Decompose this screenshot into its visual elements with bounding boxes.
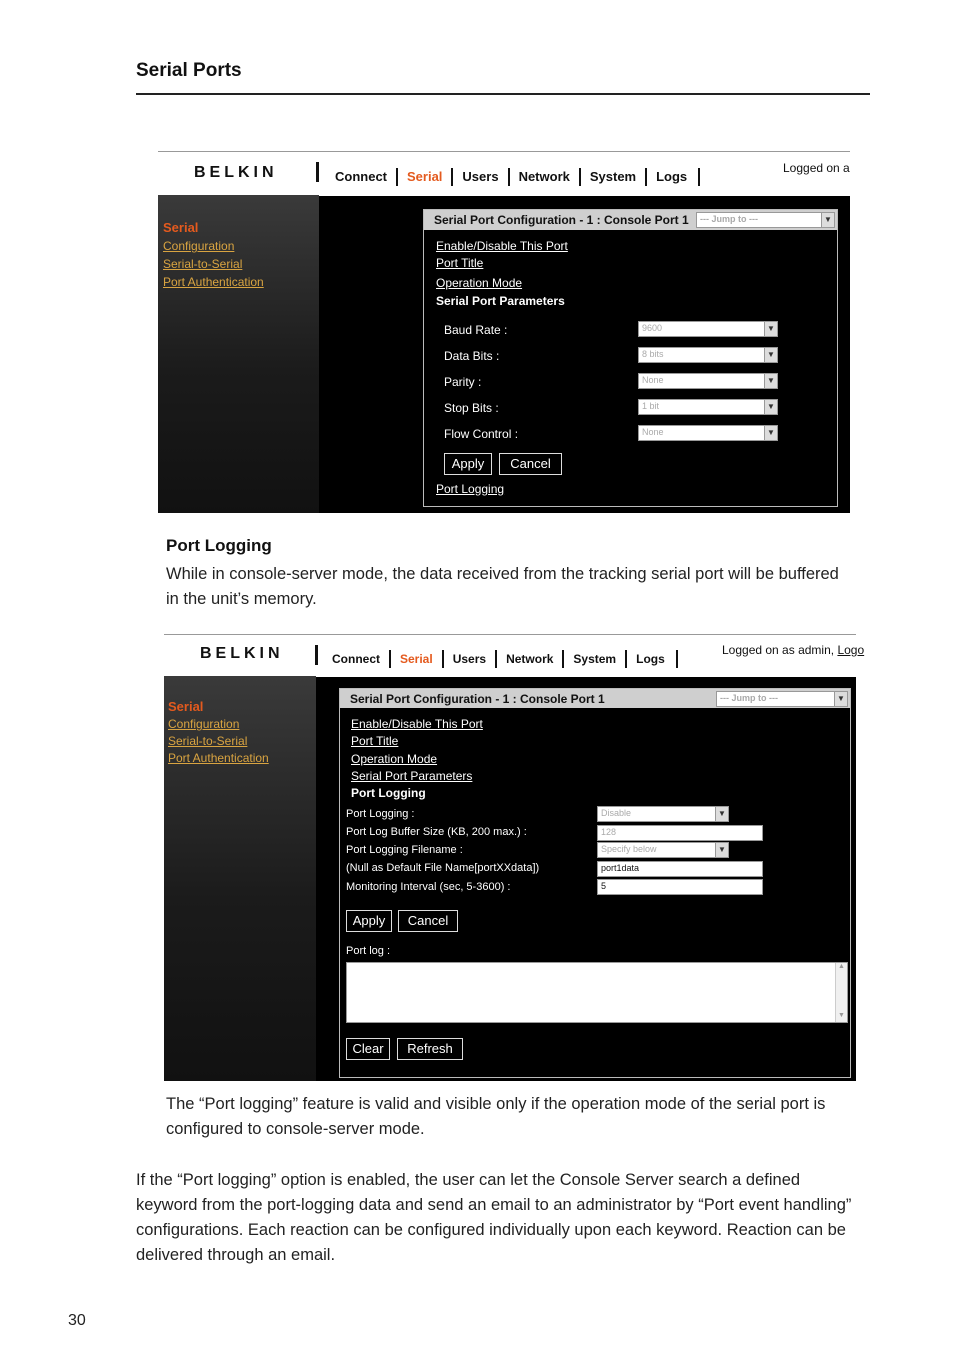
sidebar-title: Serial — [168, 699, 204, 714]
port-log-scrollbar[interactable] — [835, 963, 847, 1022]
link-serial-port-parameters[interactable]: Serial Port Parameters — [351, 769, 473, 783]
link-port-title[interactable]: Port Title — [436, 256, 484, 270]
label-monitoring-interval: Monitoring Interval (sec, 5-3600) : — [346, 881, 511, 893]
monitoring-interval-input[interactable] — [597, 879, 763, 895]
port-logging-heading: Port Logging — [166, 536, 272, 555]
chevron-down-icon: ▼ — [821, 213, 834, 227]
main-nav — [323, 650, 678, 668]
port-logging-filename-value: Specify below — [601, 844, 657, 854]
logged-on-text: Logged on as admin, — [722, 643, 835, 657]
link-enable-disable-port[interactable]: Enable/Disable This Port — [436, 239, 568, 253]
section-title: Serial Ports — [136, 60, 242, 81]
header-rule — [136, 93, 870, 95]
config-panel — [423, 209, 838, 507]
chevron-down-icon: ▼ — [764, 374, 777, 388]
scroll-down-icon[interactable]: ▼ — [838, 1012, 845, 1019]
config-panel — [339, 688, 851, 1078]
logo-divider — [315, 645, 318, 665]
top-bar — [158, 151, 850, 196]
label-port-logging: Port Logging : — [346, 808, 415, 820]
panel-title: Serial Port Configuration - 1 : Console Port 1 — [434, 213, 689, 227]
stop-bits-value: 1 bit — [642, 401, 660, 411]
nav-connect[interactable]: Connect — [326, 168, 398, 186]
data-bits-value: 8 bits — [642, 349, 664, 359]
nav-serial[interactable]: Serial — [398, 168, 453, 186]
nav-logs[interactable]: Logs — [647, 168, 700, 186]
sidebar-link-port-authentication[interactable]: Port Authentication — [163, 275, 264, 289]
link-port-title[interactable]: Port Title — [351, 734, 399, 748]
flow-control-select[interactable] — [638, 425, 778, 441]
data-bits-select[interactable] — [638, 347, 778, 363]
link-operation-mode[interactable]: Operation Mode — [436, 276, 523, 290]
chevron-down-icon: ▼ — [715, 843, 728, 857]
flow-control-value: None — [642, 427, 664, 437]
stop-bits-select[interactable] — [638, 399, 778, 415]
nav-system[interactable]: System — [564, 650, 627, 668]
screenshot-serial-parameters — [158, 151, 850, 513]
label-port-logging-filename: Port Logging Filename : — [346, 844, 463, 856]
sidebar — [158, 195, 319, 513]
jump-to-select[interactable] — [696, 212, 835, 228]
nav-logs[interactable]: Logs — [627, 650, 678, 668]
link-port-logging[interactable]: Port Logging — [436, 482, 505, 496]
port-logging-filename-select[interactable] — [597, 842, 729, 858]
port-log-buffer-size-input[interactable] — [597, 825, 763, 841]
main-nav — [326, 168, 700, 186]
section-heading-port-logging: Port Logging — [351, 786, 426, 800]
top-bar — [164, 634, 865, 677]
logout-link[interactable]: Logo — [837, 643, 865, 657]
sidebar-title: Serial — [163, 220, 199, 235]
apply-button[interactable]: Apply — [346, 910, 392, 932]
chevron-down-icon: ▼ — [764, 322, 777, 336]
filename-value: port1data — [601, 863, 640, 873]
baud-rate-value: 9600 — [642, 323, 663, 333]
label-parity: Parity : — [444, 375, 482, 389]
port-logging-select[interactable] — [597, 806, 729, 822]
page-number: 30 — [68, 1312, 86, 1329]
jump-to-select[interactable] — [716, 691, 848, 707]
logged-on-status: Logged on a — [783, 161, 850, 175]
baud-rate-select[interactable] — [638, 321, 778, 337]
label-flow-control: Flow Control : — [444, 427, 519, 441]
parity-value: None — [642, 375, 664, 385]
section-heading-serial-parameters: Serial Port Parameters — [436, 294, 565, 308]
sidebar-link-configuration[interactable]: Configuration — [163, 239, 235, 253]
link-operation-mode[interactable]: Operation Mode — [351, 752, 438, 766]
panel-header — [424, 210, 837, 230]
label-baud-rate: Baud Rate : — [444, 323, 508, 337]
chevron-down-icon: ▼ — [764, 400, 777, 414]
label-stop-bits: Stop Bits : — [444, 401, 499, 415]
sidebar-link-port-authentication[interactable]: Port Authentication — [168, 751, 269, 765]
refresh-button[interactable]: Refresh — [397, 1038, 463, 1060]
sidebar-link-serial-to-serial[interactable]: Serial-to-Serial — [163, 257, 243, 271]
port-log-buffer-size-value: 128 — [601, 827, 617, 837]
panel-header — [340, 689, 850, 708]
panel-title: Serial Port Configuration - 1 : Console Port 1 — [350, 692, 605, 706]
label-data-bits: Data Bits : — [444, 349, 500, 363]
belkin-logo: BELKIN — [200, 645, 284, 662]
chevron-down-icon: ▼ — [834, 692, 847, 706]
sidebar-link-configuration[interactable]: Configuration — [168, 717, 240, 731]
label-port-log: Port log : — [346, 945, 391, 957]
label-port-log-buffer-size: Port Log Buffer Size (KB, 200 max.) : — [346, 826, 527, 838]
link-enable-disable-port[interactable]: Enable/Disable This Port — [351, 717, 483, 731]
nav-connect[interactable]: Connect — [323, 650, 391, 668]
jump-to-value: --- Jump to --- — [720, 693, 778, 703]
label-default-file-name: (Null as Default File Name[portXXdata]) — [346, 862, 540, 874]
sidebar-link-serial-to-serial[interactable]: Serial-to-Serial — [168, 734, 248, 748]
jump-to-value: --- Jump to --- — [700, 214, 758, 224]
chevron-down-icon: ▼ — [715, 807, 728, 821]
belkin-logo: BELKIN — [194, 164, 278, 181]
port-logging-description: While in console-server mode, the data received from the tracking serial port will be buffered in the unit’s memory. — [166, 565, 839, 608]
nav-users[interactable]: Users — [444, 650, 497, 668]
nav-serial[interactable]: Serial — [391, 650, 444, 668]
apply-button[interactable]: Apply — [444, 453, 492, 475]
monitoring-interval-value: 5 — [601, 881, 607, 891]
port-event-paragraph: If the “Port logging” option is enabled, the user can let the Console Server search a defined keyword from the port-logging data and send an email to an administrator by “Port event handling” configurations. Each reaction can be configured individually upon each keyword. Reaction can be delivered through an email. — [136, 1171, 852, 1264]
nav-users[interactable]: Users — [453, 168, 509, 186]
chevron-down-icon: ▼ — [764, 426, 777, 440]
port-log-textarea[interactable] — [346, 962, 848, 1023]
cancel-button[interactable]: Cancel — [398, 910, 458, 932]
nav-network[interactable]: Network — [510, 168, 581, 186]
nav-network[interactable]: Network — [497, 650, 564, 668]
clear-button[interactable]: Clear — [346, 1038, 390, 1060]
screenshot-port-logging — [164, 634, 865, 1081]
chevron-down-icon: ▼ — [764, 348, 777, 362]
sidebar — [164, 676, 316, 1081]
cancel-button[interactable]: Cancel — [499, 453, 562, 475]
logo-divider — [316, 162, 319, 182]
logged-on-status — [722, 643, 864, 657]
filename-input[interactable] — [597, 861, 763, 877]
port-logging-note: The “Port logging” feature is valid and visible only if the operation mode of the serial port is configured to console-server mode. — [166, 1095, 826, 1138]
parity-select[interactable] — [638, 373, 778, 389]
nav-system[interactable]: System — [581, 168, 647, 186]
scroll-up-icon[interactable]: ▲ — [838, 963, 845, 970]
port-logging-value: Disable — [601, 808, 632, 818]
